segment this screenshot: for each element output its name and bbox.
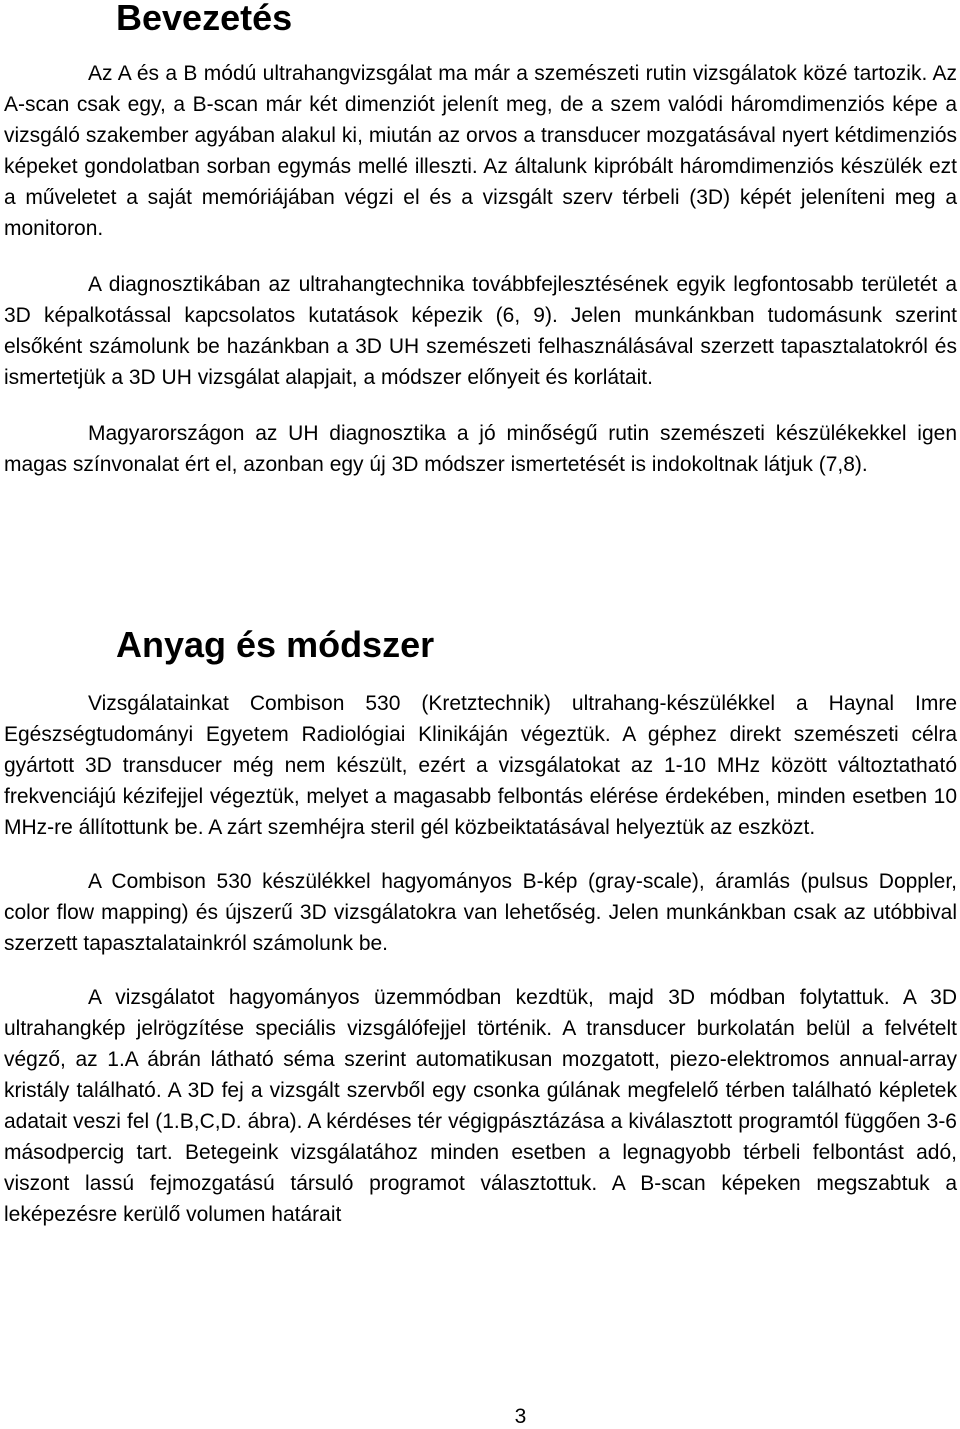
paragraph-methods-3: A vizsgálatot hagyományos üzemmódban kezdtük, majd 3D módban folytattuk. A 3D ultrahangkép jelrögzítése speciális vizsgálófejjel történik. A transducer burkolatán belül a felvételt végző, az 1.A ábrán látható séma szerint automatikusan mozgatott, piezo-elektromos annual-array kristály található. A 3D fej a vizsgált szervből egy csonka gúlának megfelelő térben található képletek adatait veszi fel (1.B,C,D. ábra). A kérdéses tér végigpásztázása a kiválasztott programtól függően 3-6 másodpercig tart. Betegeink vizsgálatához minden esetben a legnagyobb térbeli felbontást adó, viszont lassú fejmozgatású társuló programot választottuk. A B-scan képeken megszabtuk a leképezésre kerülő volumen határait [4,986,957,1226]
paragraph-intro-3: Magyarországon az UH diagnosztika a jó minőségű rutin szemészeti készülékekkel igen magas színvonalat ért el, azonban egy új 3D módszer ismertetését is indokoltnak látjuk (7,8). [4,422,957,476]
section-heading-anyag-es-modszer: Anyag és módszer [116,624,435,665]
paragraph-intro-2: A diagnosztikában az ultrahangtechnika továbbfejlesztésének egyik legfontosabb területét a 3D képalkotással kapcsolatos kutatások képezik (6, 9). Jelen munkánkban tudomásunk szerint elsőként számolunk be hazánkban a 3D UH szemészeti felhasználásával szerzett tapasztalatokról és ismertetjük a 3D UH vizsgálat alapjait, a módszer előnyeit és korlátait. [4,273,957,389]
section-heading-bevezetes: Bevezetés [116,0,293,38]
paragraph-methods-2: A Combison 530 készülékkel hagyományos B-kép (gray-scale), áramlás (pulsus Doppler, color flow mapping) és újszerű 3D vizsgálatokra van lehetőség. Jelen munkánkban csak az utóbbival szerzett tapasztalatainkról számolunk be. [4,870,957,955]
page-number: 3 [514,1405,527,1428]
paragraph-methods-1: Vizsgálatainkat Combison 530 (Kretztechnik) ultrahang-készülékkel a Haynal Imre Egészségtudományi Egyetem Radiológiai Klinikáján végeztük. A géphez direkt szemészeti célra gyártott 3D transducer még nem készült, ezért a vizsgálatokat az 1-10 MHz között változtatható frekvenciájú kézifejjel végeztük, melyet a magasabb felbontás elérése érdekében, minden esetben 10 MHz-re állítottunk be. A zárt szemhéjra steril gél közbeiktatásával helyeztük az eszközt. [4,692,957,839]
paragraph-intro-1: Az A és a B módú ultrahangvizsgálat ma már a szemészeti rutin vizsgálatok közé tartozik. Az A-scan csak egy, a B-scan már két dimenziót jelenít meg, de a szem valódi háromdimenziós képe a vizsgáló szakember agyában alakul ki, miután az orvos a transducer mozgatásával nyert kétdimenziós képeket gondolatban sorban egymás mellé illeszti. Az általunk kipróbált háromdimenziós készülék ezt a műveletet a saját memóriájában végzi el és a vizsgált szerv térbeli (3D) képét jeleníteni meg a monitoron. [4,62,957,240]
document-page [4,0,957,1230]
